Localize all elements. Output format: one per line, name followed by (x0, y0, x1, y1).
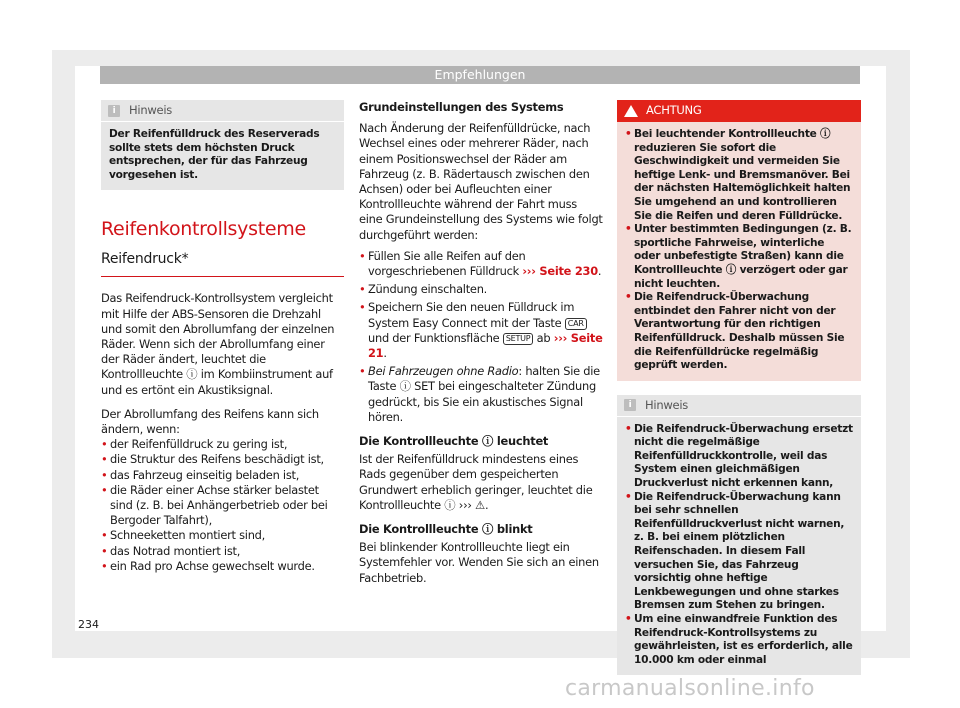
list-item-text: und der Funktionsfläche (368, 330, 500, 345)
note-box (617, 395, 861, 676)
subheading: Die Kontrollleuchte ⓘ blinkt (359, 522, 533, 537)
list-item: • Die Reifendruck-Überwachung kann bei sehr schnellen Reifenfülldruckverlust nicht warnen, z. B. bei einem plötzlichen Reifenschaden. In diesem Fall versuchen Sie, das Fahrzeug vorsichtig ohne heftige Lenkbewegungen und ohne starkes Bremsen zum Stehen zu bringen. (625, 491, 853, 613)
list-item (359, 300, 603, 361)
list-item-text: ab (536, 330, 551, 345)
warning-triangle-icon (624, 105, 638, 117)
list-item: • Zündung einschalten. (359, 282, 603, 297)
watermark: carmanualsonline.info (565, 676, 815, 701)
bullet-list (101, 437, 344, 574)
list-item (359, 249, 603, 279)
list-item-text: Speichern Sie den neuen Fülldruck im System Easy Connect mit der Taste (368, 300, 575, 330)
paragraph: Der Abrollumfang des Reifens kann sich ändern, wenn: (101, 406, 319, 436)
note-title: Hinweis (129, 102, 173, 117)
list-item: • Um eine einwandfreie Funktion des Reifendruck-Kontrollsystems zu gewährleisten, ist es erforderlich, alle 10.000 km oder einmal (625, 613, 853, 667)
section-subtitle: Reifendruck* (101, 250, 344, 277)
list-item: • Schneeketten montiert sind, (101, 528, 344, 543)
punctuation: . (597, 264, 602, 279)
header-title: Empfehlungen (434, 67, 526, 82)
list-item: • Unter bestimmten Bedingungen (z. B. sportliche Fahrweise, winterliche oder unbefestigte Straßen) kann die Kontrollleuchte ⓘ verzögert oder gar nicht leuchten. (625, 223, 853, 291)
info-icon: i (624, 399, 636, 411)
page-header (100, 66, 860, 84)
paragraph: Ist der Reifenfülldruck mindestens eines Rads gegenüber dem gespeicherten Grundwert erheblich geringer, leuchtet die Kontrollleuchte ⓘ ››› ⚠. (359, 452, 593, 512)
list-item: • das Fahrzeug einseitig beladen ist, (101, 468, 344, 483)
car-key-icon: CAR (565, 318, 587, 330)
note-header (617, 395, 861, 417)
section-title: Reifenkontrollsysteme (101, 218, 306, 241)
list-item-text: Füllen Sie alle Reifen auf den vorgeschriebenen Fülldruck (368, 248, 526, 279)
list-item: • Die Reifendruck-Überwachung entbindet den Fahrer nicht von der Verantwortung für den richtigen Reifenfülldruck. Deshalb müssen Sie die Reifenfülldrücke regelmäßig geprüft werden. (625, 291, 853, 373)
subheading: Die Kontrollleuchte ⓘ leuchtet (359, 434, 549, 449)
list-item: • ein Rad pro Achse gewechselt wurde. (101, 559, 344, 574)
note-body (617, 417, 861, 676)
warning-title: ACHTUNG (646, 103, 702, 118)
list-item: • Die Reifendruck-Überwachung ersetzt nicht die regelmäßige Reifenfülldruckkontrolle, weil das System einen gleichmäßigen Druckverlust nicht erkennen kann, (625, 423, 853, 491)
note-box (101, 100, 344, 190)
list-item: • Bei leuchtender Kontrollleuchte ⓘ reduzieren Sie sofort die Geschwindigkeit und vermeiden Sie heftige Lenk- und Bremsmanöver. Bei der nächsten Haltemöglichkeit halten Sie umgehend an und kontrollieren Sie die Reifen und deren Fülldrücke. (625, 128, 853, 223)
list-item: • das Notrad montiert ist, (101, 544, 344, 559)
column-left (101, 100, 344, 574)
setup-key-icon: SETUP (503, 333, 533, 345)
list-item (359, 364, 603, 425)
page-link[interactable]: ››› Seite 21 (368, 330, 603, 361)
paragraph: Nach Änderung der Reifenfülldrücke, nach Wechsel eines oder mehrerer Räder, nach einem Positionswechsel der Räder am Fahrzeug (z. B. Rädertausch zwischen den Achsen) oder bei Aufleuchten einer Kontrollleuchte während der Fahrt muss eine Grundeinstellung des Systems wie folgt durchgeführt werden: (359, 121, 603, 242)
note-text: Der Reifenfülldruck des Reserverads sollte stets dem höchsten Druck entsprechen, der für das Fahrzeug vorgesehen ist. (109, 128, 320, 181)
list-item-italic: Bei Fahrzeugen ohne Radio (368, 364, 519, 379)
warning-header (617, 100, 861, 122)
warning-body (617, 122, 861, 381)
paragraph: Bei blinkender Kontrollleuchte liegt ein Systemfehler vor. Wenden Sie sich an einen Fachbetrieb. (359, 540, 599, 585)
page-link[interactable]: ››› Seite 230 (522, 264, 598, 279)
note-title: Hinweis (645, 397, 689, 412)
paragraph: Das Reifendruck-Kontrollsystem vergleicht mit Hilfe der ABS-Sensoren die Drehzahl und somit den Abrollumfang der einzelnen Räder. Wenn sich der Abrollumfang einer der Räder ändert, leuchtet die Kontrollleuchte ⓘ im Kombiinstrument auf und es ertönt ein Akustiksignal. (101, 291, 335, 397)
list-item: • der Reifenfülldruck zu gering ist, (101, 437, 344, 452)
subheading: Grundeinstellungen des Systems (359, 100, 564, 114)
list-item: • die Räder einer Achse stärker belastet sind (z. B. bei Anhängerbetrieb oder bei Bergoder Talfahrt), (101, 483, 344, 529)
punctuation: . (383, 346, 387, 361)
info-icon: i (108, 105, 120, 117)
page-number: 234 (78, 618, 99, 631)
list-item: • die Struktur des Reifens beschädigt ist, (101, 452, 344, 467)
warning-box (617, 100, 861, 381)
note-header (101, 100, 344, 122)
column-middle (359, 100, 603, 586)
column-right (617, 100, 861, 675)
list-item-text: : halten Sie die Taste ⓘ SET bei eingeschalteter Zündung gedrückt, bis Sie ein akustisches Signal hören. (368, 364, 600, 424)
